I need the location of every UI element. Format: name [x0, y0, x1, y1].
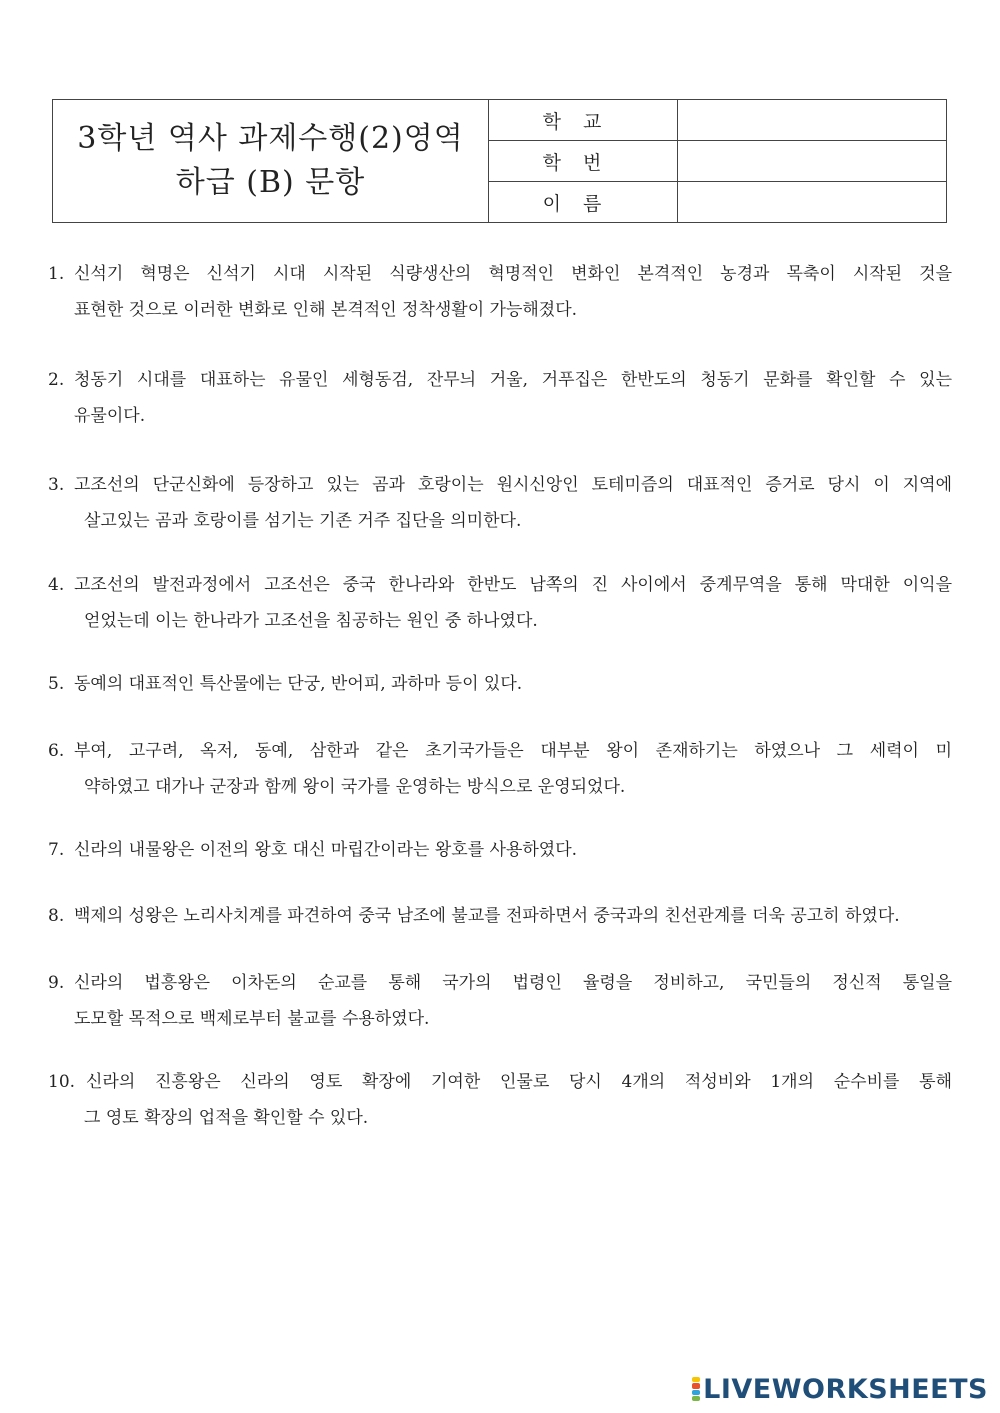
- question-number: 1.: [48, 264, 65, 284]
- question-number: 2.: [48, 370, 65, 390]
- question-text-line: 그 영토 확장의 업적을 확인할 수 있다.: [84, 1108, 369, 1128]
- badge-block: [692, 1383, 700, 1388]
- question-text-line: 유물이다.: [74, 406, 146, 426]
- question-text-line: 얻었는데 이는 한나라가 고조선을 침공하는 원인 중 하나였다.: [84, 611, 538, 631]
- live-badge-icon: [692, 1377, 700, 1401]
- logo-text: LIVEWORKSHEETS: [703, 1373, 988, 1405]
- question-item: [48, 362, 952, 434]
- title-line-2: 하급 (B) 문항: [175, 165, 366, 200]
- question-text-line: 고조선의 발전과정에서 고조선은 중국 한나라와 한반도 남쪽의 진 사이에서 중계무역을 통해 막대한 이익을: [74, 575, 952, 595]
- question-text-line: 신라의 진흥왕은 신라의 영토 확장에 기여한 인물로 당시 4개의 적성비와 1개의 순수비를 통해: [86, 1072, 952, 1092]
- question-number: 10.: [48, 1072, 76, 1092]
- question-number: 7.: [48, 840, 65, 860]
- question-item: [48, 832, 952, 868]
- student-number-label: 학번: [489, 141, 678, 182]
- question-text-line: 동예의 대표적인 특산물에는 단궁, 반어피, 과하마 등이 있다.: [74, 674, 523, 694]
- question-number: 9.: [48, 973, 65, 993]
- badge-block: [692, 1377, 700, 1382]
- question-item: [48, 1064, 952, 1136]
- question-text-line: 부여, 고구려, 옥저, 동예, 삼한과 같은 초기국가들은 대부분 왕이 존재하기는 하였으나 그 세력이 미: [74, 741, 952, 761]
- question-text-line: 백제의 성왕은 노리사치계를 파견하여 중국 남조에 불교를 전파하면서 중국과의 친선관계를 더욱 공고히 하였다.: [74, 906, 900, 926]
- question-item: [48, 733, 952, 805]
- question-item: [48, 256, 952, 328]
- question-text-line: 청동기 시대를 대표하는 유물인 세형동검, 잔무늬 거울, 거푸집은 한반도의 청동기 문화를 확인할 수 있는: [74, 370, 952, 390]
- badge-block: [692, 1396, 700, 1401]
- question-text-line: 신라의 내물왕은 이전의 왕호 대신 마립간이라는 왕호를 사용하였다.: [74, 840, 578, 860]
- question-number: 5.: [48, 674, 65, 694]
- question-text-line: 약하였고 대가나 군장과 함께 왕이 국가를 운영하는 방식으로 운영되었다.: [84, 777, 626, 797]
- school-field[interactable]: [678, 100, 947, 141]
- question-number: 4.: [48, 575, 65, 595]
- question-text-line: 표현한 것으로 이러한 변화로 인해 본격적인 정착생활이 가능해졌다.: [74, 300, 578, 320]
- school-label: 학교: [489, 100, 678, 141]
- question-item: [48, 666, 952, 702]
- worksheet-title: [53, 100, 489, 223]
- liveworksheets-logo[interactable]: [692, 1374, 988, 1404]
- question-text-line: 신석기 혁명은 신석기 시대 시작된 식량생산의 혁명적인 변화인 본격적인 농경과 목축이 시작된 것을: [74, 264, 952, 284]
- question-number: 3.: [48, 475, 65, 495]
- question-text-line: 신라의 법흥왕은 이차돈의 순교를 통해 국가의 법령인 율령을 정비하고, 국민들의 정신적 통일을: [74, 973, 952, 993]
- name-field[interactable]: [678, 182, 947, 223]
- question-item: [48, 467, 952, 539]
- question-item: [48, 898, 952, 934]
- question-item: [48, 965, 952, 1037]
- title-line-1: 3학년 역사 과제수행(2)영역: [77, 121, 464, 156]
- question-item: [48, 567, 952, 639]
- question-text-line: 고조선의 단군신화에 등장하고 있는 곰과 호랑이는 원시신앙인 토테미즘의 대표적인 증거로 당시 이 지역에: [74, 475, 952, 495]
- question-text-line: 살고있는 곰과 호랑이를 섬기는 기존 거주 집단을 의미한다.: [84, 511, 522, 531]
- header-table: [52, 99, 947, 223]
- question-number: 6.: [48, 741, 65, 761]
- name-label: 이름: [489, 182, 678, 223]
- question-text-line: 도모할 목적으로 백제로부터 불교를 수용하였다.: [74, 1009, 430, 1029]
- question-number: 8.: [48, 906, 65, 926]
- student-number-field[interactable]: [678, 141, 947, 182]
- badge-block: [692, 1390, 700, 1395]
